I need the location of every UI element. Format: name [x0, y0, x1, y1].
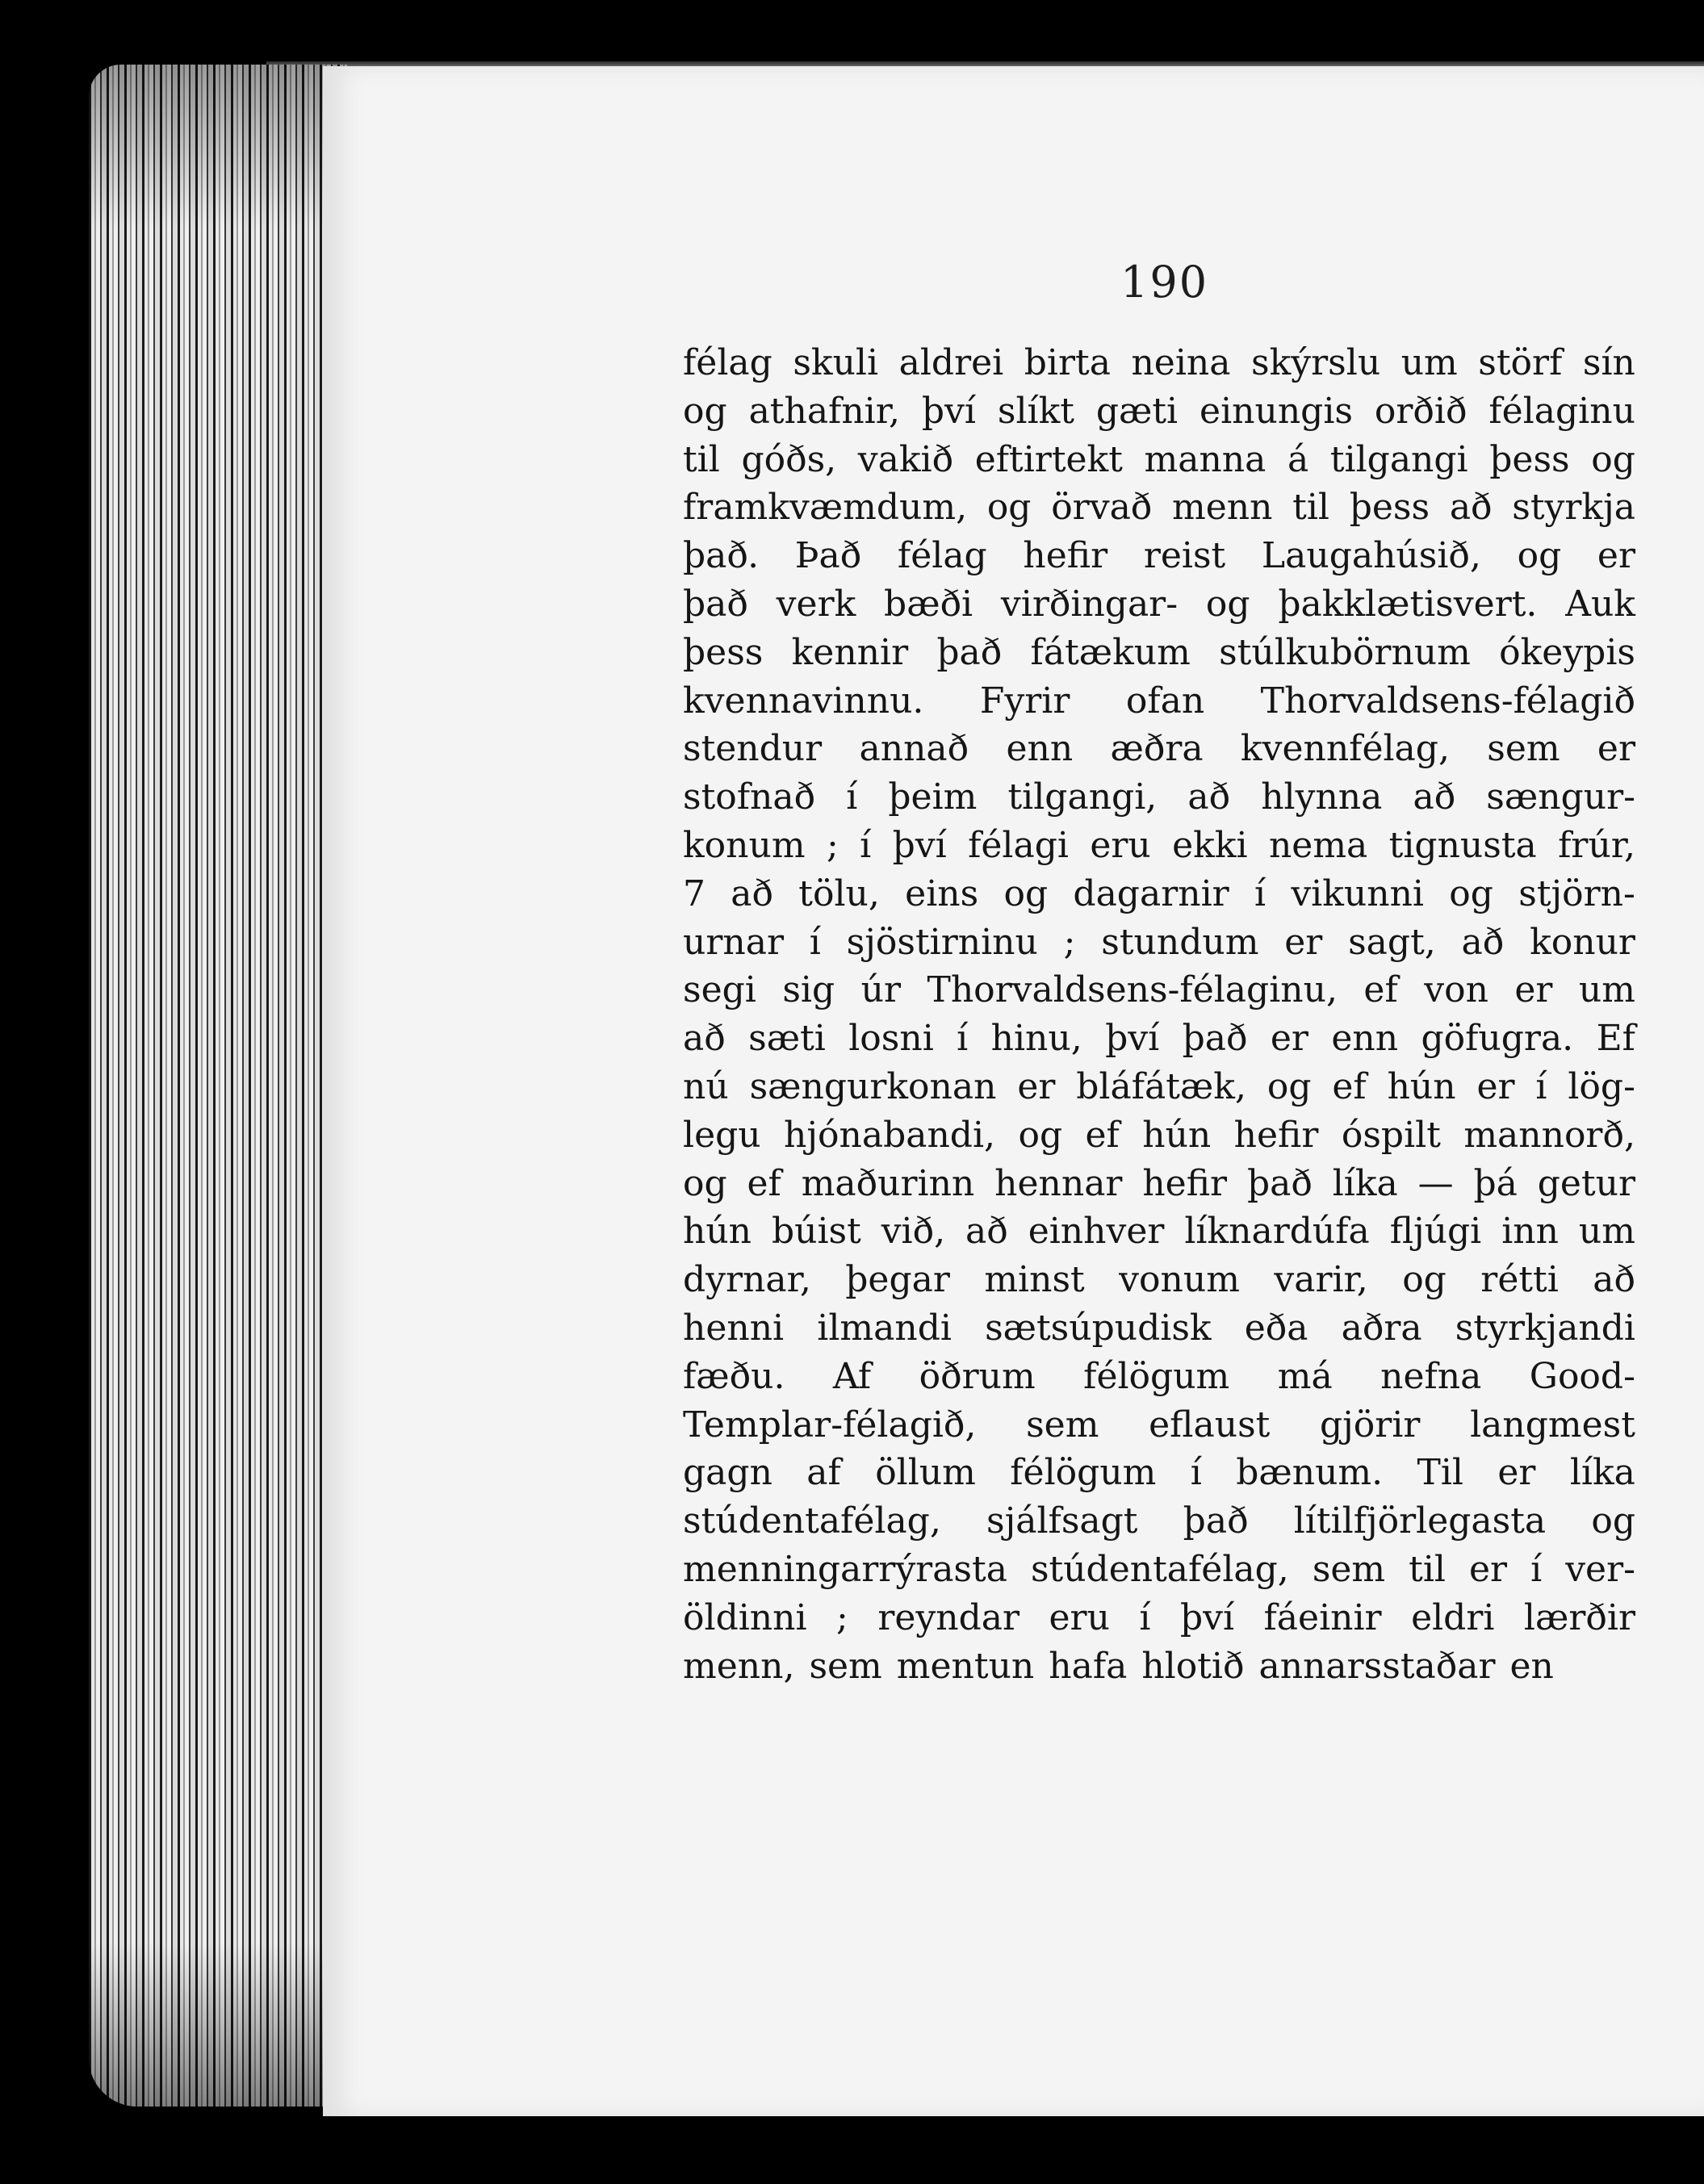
- body-text: [683, 339, 1635, 1690]
- text-line: og ef maðurinn hennar hefir það líka — þá getur: [683, 1162, 1635, 1204]
- page-edges-stack: [89, 65, 347, 2107]
- text-line: hún búist við, að einhver líknardúfa fljúgi inn um: [683, 1211, 1635, 1253]
- text-line: henni ilmandi sætsúpudisk eða aðra styrkjandi: [683, 1307, 1635, 1349]
- text-line: að sæti losni í hinu, því það er enn göfugra. Ef: [683, 1018, 1635, 1060]
- text-line: framkvæmdum, og örvað menn til þess að styrkja: [683, 487, 1635, 529]
- text-line: og athafnir, því slíkt gæti einungis orðið félaginu: [683, 390, 1635, 432]
- text-line: stendur annað enn æðra kvennfélag, sem er: [683, 728, 1635, 770]
- text-line: konum ; í því félagi eru ekki nema tignusta frúr,: [683, 824, 1635, 866]
- text-line: það. Það félag hefir reist Laugahúsið, og er: [683, 535, 1635, 577]
- page-number: 190: [1120, 257, 1209, 308]
- text-line: stofnað í þeim tilgangi, að hlynna að sængur-: [683, 776, 1635, 818]
- text-line: kvennavinnu. Fyrir ofan Thorvaldsens-félagið: [683, 680, 1635, 722]
- text-line: þess kennir það fátækum stúlkubörnum ókeypis: [683, 631, 1635, 673]
- text-line: gagn af öllum félögum í bænum. Til er líka: [683, 1452, 1635, 1494]
- text-line: það verk bæði virðingar- og þakklætisvert. Auk: [683, 583, 1635, 625]
- text-line: urnar í sjöstirninu ; stundum er sagt, að konur: [683, 921, 1635, 963]
- text-line: segi sig úr Thorvaldsens-félaginu, ef von er um: [683, 969, 1635, 1011]
- text-line: stúdentafélag, sjálfsagt það lítilfjörlegasta og: [683, 1500, 1635, 1542]
- text-line: nú sængurkonan er bláfátæk, og ef hún er í lög-: [683, 1065, 1635, 1107]
- text-line: Templar-félagið, sem eflaust gjörir langmest: [683, 1404, 1635, 1446]
- text-line: fæðu. Af öðrum félögum má nefna Good-: [683, 1355, 1635, 1397]
- text-line: öldinni ; reyndar eru í því fáeinir eldri lærðir: [683, 1596, 1635, 1638]
- text-line: félag skuli aldrei birta neina skýrslu um störf sín: [683, 342, 1635, 383]
- text-line: menningarrýrasta stúdentafélag, sem til er í ver-: [683, 1548, 1635, 1590]
- text-line: dyrnar, þegar minst vonum varir, og rétti að: [683, 1259, 1635, 1301]
- text-line: til góðs, vakið eftirtekt manna á tilgangi þess og: [683, 438, 1635, 480]
- text-line: legu hjónabandi, og ef hún hefir óspilt mannorð,: [683, 1114, 1635, 1156]
- text-line: menn, sem mentun hafa hlotið annarsstaðar en: [683, 1645, 1554, 1687]
- text-line: 7 að tölu, eins og dagarnir í vikunni og stjörn-: [683, 872, 1635, 914]
